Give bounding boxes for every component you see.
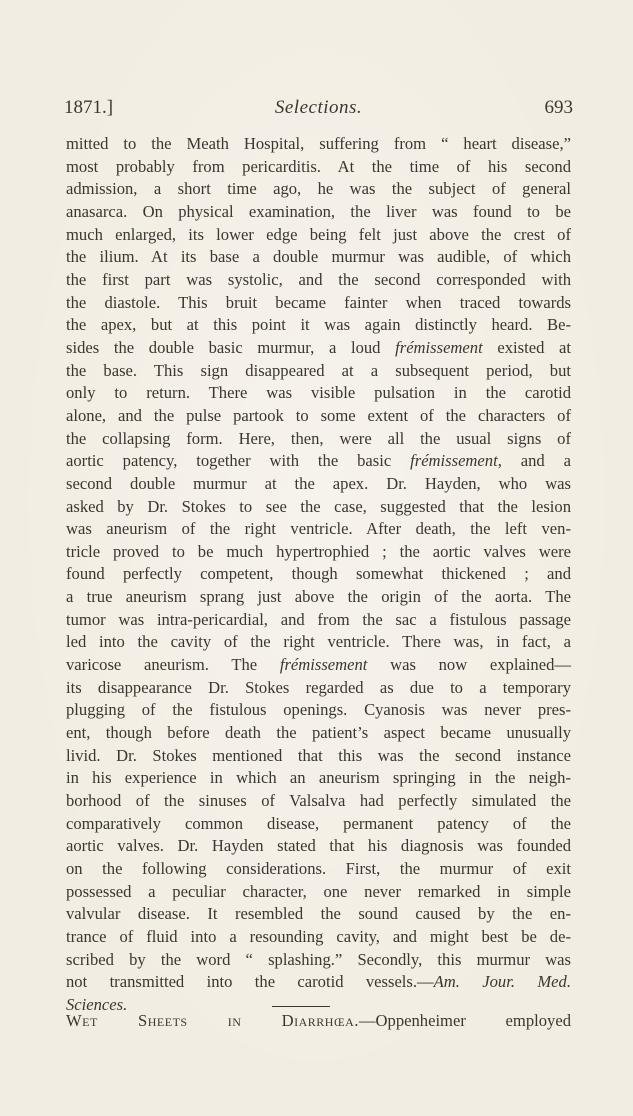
text-line: the apex, but at this point it was again distinctly heard. Be- [66, 315, 571, 335]
text-line: aortic valves. Dr. Hayden stated that his diagnosis was founded [66, 836, 571, 856]
citation-end: Sciences. [66, 994, 128, 1014]
text-line: admission, a short time ago, he was the subject of general [66, 179, 571, 199]
header-section-title: Selections. [274, 97, 363, 118]
section-divider [272, 1006, 330, 1007]
text-line: tumor was intra-pericardial, and from the sac a fistulous passage [66, 609, 571, 629]
text-line: the diastole. This bruit became fainter when traced towards [66, 292, 571, 312]
text-line: trance of fluid into a resounding cavity, and might best be de- [66, 926, 571, 946]
text-line: in his experience in which an aneurism springing in the neigh- [66, 768, 571, 788]
text-line: borhood of the sinuses of Valsalva had perfectly simulated the [66, 791, 571, 811]
text-line: on the following considerations. First, the murmur of exit [66, 859, 571, 878]
next-article-start [66, 1010, 571, 1032]
header-year: 1871.] [64, 97, 114, 118]
italic-term: frémissement [410, 451, 498, 471]
text-line: only to return. There was visible pulsation in the carotid [66, 383, 571, 403]
text-line: livid. Dr. Stokes mentioned that this was the second instance [66, 745, 571, 765]
text-line: the collapsing form. Here, then, were all the usual signs of [66, 428, 571, 448]
text-line: not transmitted into the carotid vessels.—Am. Jour. Med. [66, 972, 571, 992]
text-line: anasarca. On physical examination, the liver was found to be [66, 201, 571, 221]
text-line: the first part was systolic, and the second corresponded with [66, 269, 571, 289]
text-line: mitted to the Meath Hospital, suffering from “ heart disease,” [66, 134, 571, 153]
text-line: a true aneurism sprang just above the origin of the aorta. The [66, 587, 571, 607]
text-line: the ilium. At its base a double murmur was audible, of which [66, 247, 571, 267]
text-line: valvular disease. It resembled the sound caused by the en- [66, 904, 571, 924]
text-line: tricle proved to be much hypertrophied ; the aortic valves were [66, 541, 571, 561]
article-body [66, 133, 571, 1017]
italic-term: frémissement [279, 655, 368, 675]
text-line: the base. This sign disappeared at a subsequent period, but [66, 360, 571, 380]
text-line: aortic patency, together with the basic frémissement, and a [66, 451, 571, 471]
text-line: sides the double basic murmur, a loud frémissement existed at [66, 337, 571, 357]
italic-term: frémissement [395, 337, 483, 357]
page-number: 693 [544, 97, 573, 118]
text-line: plugging of the fistulous openings. Cyanosis was never pres- [66, 700, 571, 720]
text-line: found perfectly competent, though somewhat thickened ; and [66, 564, 571, 584]
text-line: its disappearance Dr. Stokes regarded as due to a temporary [66, 677, 571, 697]
text-line: possessed a peculiar character, one never remarked in simple [66, 881, 571, 901]
text-line: was aneurism of the right ventricle. After death, the left ven- [66, 519, 571, 539]
text-line: alone, and the pulse partook to some extent of the characters of [66, 405, 571, 425]
text-line: most probably from pericarditis. At the time of his second [66, 156, 571, 176]
text-line: asked by Dr. Stokes to see the case, suggested that the lesion [66, 496, 571, 516]
italic-term: Am. Jour. Med. [433, 972, 571, 992]
text-line: varicose aneurism. The frémissement was now explained— [66, 655, 571, 675]
running-header [64, 97, 573, 121]
next-article-heading: Wet Sheets in Diarrhœa. [66, 1011, 359, 1030]
text-line: much enlarged, its lower edge being felt just above the crest of [66, 224, 571, 244]
text-line: second double murmur at the apex. Dr. Hayden, who was [66, 473, 571, 493]
text-line: ent, though before death the patient’s aspect became unusually [66, 723, 571, 743]
text-line: led into the cavity of the right ventricle. There was, in fact, a [66, 632, 571, 652]
text-line: comparatively common disease, permanent patency of the [66, 813, 571, 833]
next-article-text: —Oppenheimer employed [358, 1011, 571, 1030]
text-line: scribed by the word “ splashing.” Secondly, this murmur was [66, 949, 571, 969]
